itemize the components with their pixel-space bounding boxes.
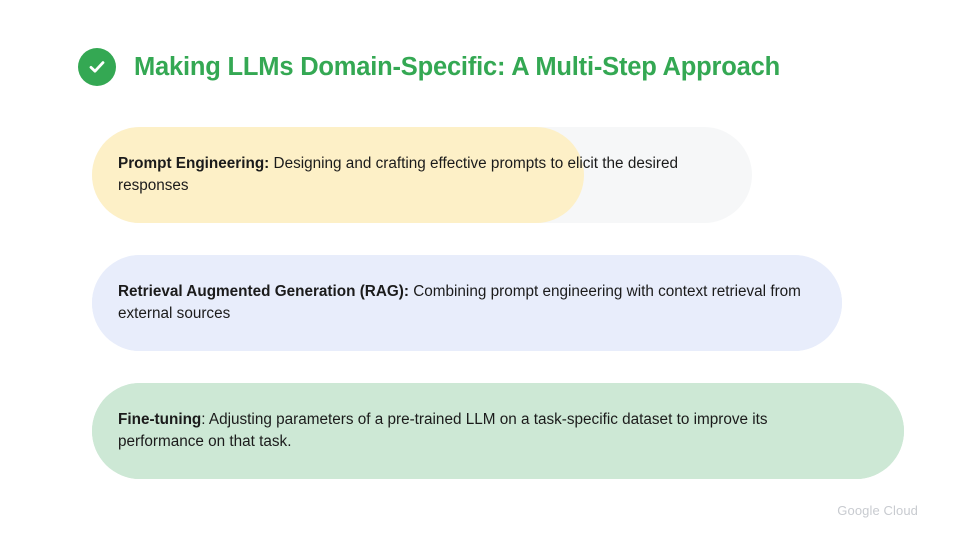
list-item <box>92 255 912 351</box>
google-cloud-logo <box>837 503 918 518</box>
slide-header <box>78 48 780 86</box>
list-item <box>92 383 912 479</box>
logo-google-text: Google <box>837 503 880 518</box>
steps-list <box>92 127 912 511</box>
check-circle-icon <box>78 48 116 86</box>
step-description-rag: Combining prompt engineering with context retrieval from external sources <box>118 282 801 322</box>
step-description-prompt-engineering: Designing and crafting effective prompts to elicit the desired responses <box>118 154 678 194</box>
logo-cloud-text: Cloud <box>883 503 918 518</box>
step-text-rag <box>92 255 912 351</box>
step-label-fine-tuning: Fine-tuning <box>118 410 202 428</box>
step-label-rag: Retrieval Augmented Generation (RAG): <box>118 282 409 300</box>
page-title: Making LLMs Domain-Specific: A Multi-Step Approach <box>134 52 780 81</box>
step-description-fine-tuning: : Adjusting parameters of a pre-trained LLM on a task-specific dataset to improve its performance on that task. <box>118 410 768 450</box>
list-item <box>92 127 912 223</box>
step-text-prompt-engineering <box>92 127 912 223</box>
step-text-fine-tuning <box>92 383 912 479</box>
step-label-prompt-engineering: Prompt Engineering: <box>118 154 270 172</box>
